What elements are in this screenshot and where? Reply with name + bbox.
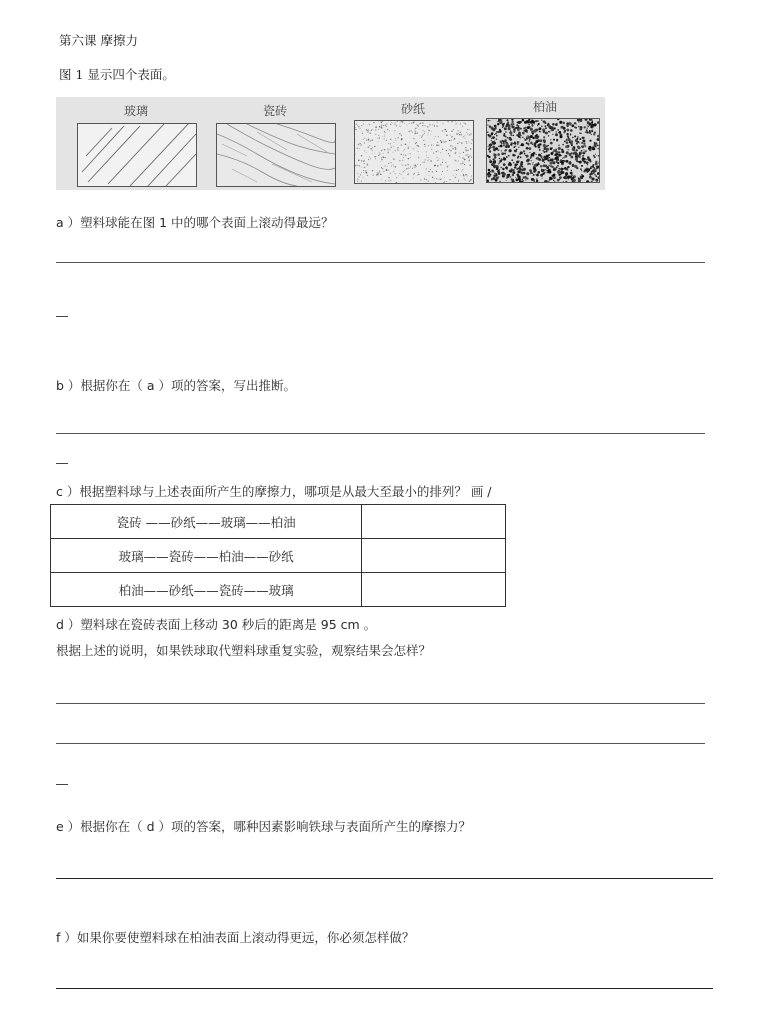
answer-line-b2[interactable] [56,463,68,464]
question-f: f ）如果你要使塑料球在柏油表面上滚动得更远，你必须怎样做？ [56,930,415,945]
question-d-line2: 根据上述的说明，如果铁球取代塑料球重复实验，观察结果会怎样？ [56,643,432,658]
options-table [50,504,506,607]
surface-asphalt-image [486,118,600,183]
surface-tile-image [216,123,336,187]
question-d-line1: d ）塑料球在瓷砖表面上移动 30 秒后的距离是 95 cm 。 [56,617,377,632]
answer-line-b1[interactable] [56,433,705,434]
option-sequence-1: 瓷砖 ——砂纸——玻璃——柏油 [51,505,362,539]
question-c: c ）根据塑料球与上述表面所产生的摩擦力，哪项是从最大至最小的排列？ 画 / [56,484,492,499]
tile-texture [217,124,335,186]
option-row-3 [51,573,506,607]
option-row-1 [51,505,506,539]
question-e: e ）根据你在（ d ）项的答案，哪种因素影响铁球与表面所产生的摩擦力？ [56,819,472,834]
figure-1-surfaces [56,97,605,190]
answer-line-a1[interactable] [56,262,705,263]
asphalt-texture [487,119,599,182]
question-b: b ）根据你在（ a ）项的答案，写出推断。 [56,378,297,393]
glass-texture [78,124,196,186]
surface-label-glass: 玻璃 [123,104,148,118]
sandpaper-texture [355,121,473,183]
answer-line-d1[interactable] [56,703,705,704]
lesson-title: 第六课 摩擦力 [59,33,138,48]
option-sequence-3: 柏油——砂纸——瓷砖——玻璃 [51,573,362,607]
question-a: a ）塑料球能在图 1 中的哪个表面上滚动得最远？ [56,215,334,230]
surface-label-tile: 瓷砖 [262,104,287,118]
figure-caption: 图 1 显示四个表面。 [59,67,175,82]
answer-line-a2[interactable] [56,316,68,317]
option-sequence-2: 玻璃——瓷砖——柏油——砂纸 [51,539,362,573]
answer-line-d3[interactable] [56,784,68,785]
option-mark-box-3[interactable] [362,573,506,607]
option-row-2 [51,539,506,573]
surface-sandpaper-image [354,120,474,184]
answer-line-e[interactable] [56,878,713,879]
surface-label-sandpaper: 砂纸 [400,102,425,116]
answer-line-f[interactable] [56,988,713,989]
surface-glass-image [77,123,197,187]
answer-line-d2[interactable] [56,743,705,744]
surface-label-asphalt: 柏油 [532,100,557,114]
option-mark-box-1[interactable] [362,505,506,539]
option-mark-box-2[interactable] [362,539,506,573]
